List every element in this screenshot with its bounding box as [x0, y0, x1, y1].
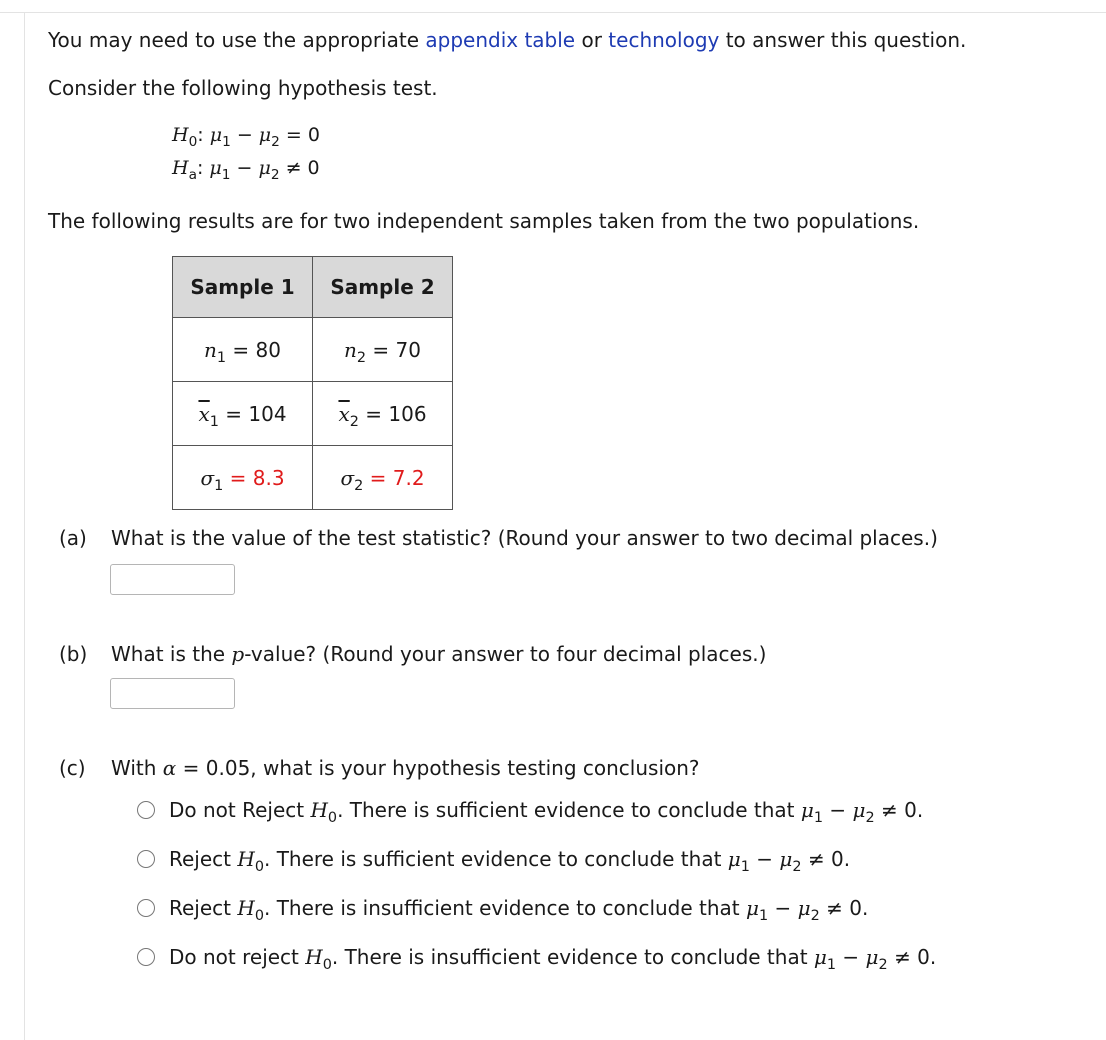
null-hypothesis: $H_0$: $\mu_1 - \mu_2 = 0$: [172, 124, 320, 150]
option-3-decision: Reject: [169, 896, 232, 920]
option-3-radio[interactable]: [137, 899, 155, 917]
part-a-question: What is the value of the test statistic? (Round your answer to two decimal places.): [111, 526, 938, 550]
n2-cell: $n_2 = 70$: [313, 318, 453, 382]
results-text: The following results are for two independent samples taken from the two populations.: [48, 209, 920, 233]
left-divider: [24, 12, 25, 1040]
option-3-label[interactable]: Reject $H_0$. There is insufficient evidence to conclude that $\mu_1 - \mu_2 \ne 0$.: [169, 896, 869, 925]
x2-cell: $\overline{x}_2 = 106$: [313, 382, 453, 446]
intro-suffix: to answer this question.: [725, 28, 967, 52]
sample2-header: Sample 2: [313, 257, 453, 318]
test-statistic-input[interactable]: [110, 564, 235, 595]
part-b-question: [111, 642, 766, 666]
option-3-relation: ≠ 0.: [826, 896, 869, 920]
top-divider: [0, 12, 1106, 13]
option-4-text: . There is insufficient evidence to conclude that: [331, 945, 808, 969]
option-1-decision: Do not Reject: [169, 798, 305, 822]
n2-value: = 70: [372, 337, 421, 362]
x2-value: = 106: [365, 401, 427, 426]
table-row: [173, 446, 453, 510]
part-c-question-end: = 0.05, what is your hypothesis testing conclusion?: [182, 756, 700, 780]
option-4-decision: Do not reject: [169, 945, 299, 969]
part-b-question-end: -value? (Round your answer to four decimal places.): [244, 642, 767, 666]
option-3-text: . There is insufficient evidence to conclude that: [263, 896, 740, 920]
alpha-symbol: α: [162, 756, 177, 780]
option-2-label[interactable]: Reject $H_0$. There is sufficient evidence to conclude that $\mu_1 - \mu_2 \ne 0$.: [169, 847, 851, 876]
option-1-text: . There is sufficient evidence to conclude that: [337, 798, 795, 822]
option-2-text: . There is sufficient evidence to conclude that: [263, 847, 722, 871]
appendix-table-link[interactable]: appendix table: [425, 28, 576, 52]
technology-link[interactable]: technology: [608, 28, 720, 52]
sigma2-cell: $\sigma_2 = 7.2$: [313, 446, 453, 510]
option-4-radio[interactable]: [137, 948, 155, 966]
part-b-question-start: What is the: [111, 642, 226, 666]
part-c-label: (c): [59, 756, 86, 780]
intro-or: or: [581, 28, 602, 52]
option-4-relation: ≠ 0.: [894, 945, 937, 969]
table-header-row: [173, 257, 453, 318]
intro-text: [48, 28, 966, 52]
n1-value: = 80: [232, 337, 281, 362]
table-row: [173, 382, 453, 446]
option-2-decision: Reject: [169, 847, 232, 871]
null-hypothesis-relation: = 0: [285, 124, 320, 146]
sigma1-value: = 8.3: [229, 465, 285, 490]
x1-cell: $\overline{x}_1 = 104$: [173, 382, 313, 446]
option-2-relation: ≠ 0.: [807, 847, 851, 871]
alternative-hypothesis: $H_a$: $\mu_1 - \mu_2 \ne 0$: [172, 157, 320, 183]
option-4-label[interactable]: Do not reject $H_0$. There is insufficient evidence to conclude that $\mu_1 - \mu_2 \ne 0$.: [169, 945, 937, 974]
sigma1-cell: $\sigma_1 = 8.3$: [173, 446, 313, 510]
part-b-p-symbol: p: [231, 642, 245, 666]
alternative-hypothesis-relation: ≠ 0: [285, 157, 320, 179]
option-1-relation: ≠ 0.: [881, 798, 924, 822]
option-1-radio[interactable]: [137, 801, 155, 819]
intro-prefix: You may need to use the appropriate: [48, 28, 420, 52]
part-a-label: (a): [59, 526, 87, 550]
part-c-question: [111, 756, 700, 780]
samples-table: [172, 256, 453, 510]
part-b-label: (b): [59, 642, 88, 666]
consider-text: Consider the following hypothesis test.: [48, 76, 438, 100]
sigma2-value: = 7.2: [369, 465, 425, 490]
option-2-radio[interactable]: [137, 850, 155, 868]
n1-cell: $n_1 = 80$: [173, 318, 313, 382]
option-1-label[interactable]: Do not Reject $H_0$. There is sufficient evidence to conclude that $\mu_1 - \mu_2 \ne 0$.: [169, 798, 924, 827]
x1-value: = 104: [225, 401, 287, 426]
table-row: [173, 318, 453, 382]
p-value-input[interactable]: [110, 678, 235, 709]
part-c-question-start: With: [111, 756, 157, 780]
sample1-header: Sample 1: [173, 257, 313, 318]
